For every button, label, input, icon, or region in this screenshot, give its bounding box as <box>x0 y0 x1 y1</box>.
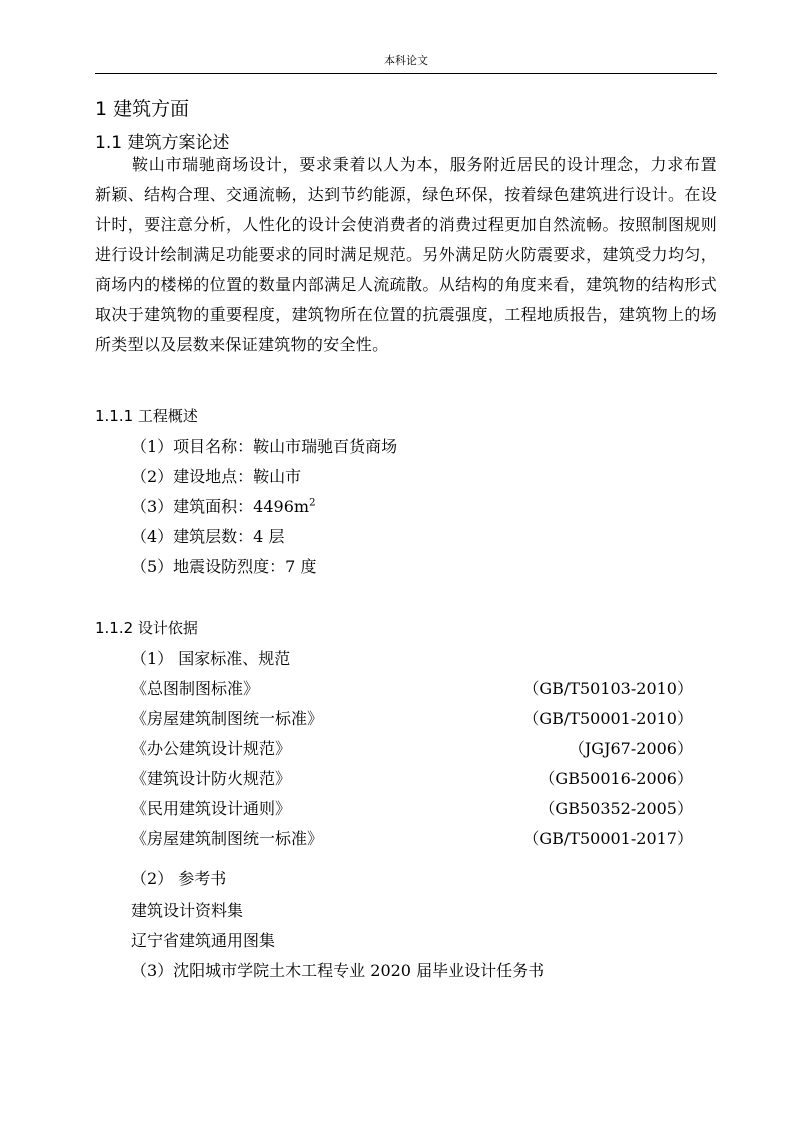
standard-code: （JGJ67-2006） <box>568 739 693 758</box>
standard-code: （GB50016-2006） <box>539 769 693 788</box>
overview-heading: 1.1.1 工程概述 <box>95 407 198 425</box>
standard-row <box>131 738 693 760</box>
standard-name: 《房屋建筑制图统一标准》 <box>131 709 324 728</box>
area-value: （3）建筑面积：4496m <box>131 497 310 516</box>
standard-row <box>131 678 693 700</box>
standard-code: （GB/T50103-2010） <box>523 679 693 698</box>
reference-item: 辽宁省建筑通用图集 <box>131 931 276 950</box>
standard-name: 《房屋建筑制图统一标准》 <box>131 829 324 848</box>
reference-item: 建筑设计资料集 <box>131 901 244 920</box>
standard-name: 《总图制图标准》 <box>131 679 260 698</box>
standard-row <box>131 798 693 820</box>
standard-row <box>131 828 693 850</box>
header-divider <box>95 73 717 74</box>
standard-name: 《建筑设计防火规范》 <box>131 769 292 788</box>
reference-books-label: （2） 参考书 <box>131 869 227 888</box>
overview-item-project-name: （1）项目名称：鞍山市瑞驰百货商场 <box>131 437 398 456</box>
standard-name: 《民用建筑设计通则》 <box>131 799 292 818</box>
task-book-item: （3）沈阳城市学院土木工程专业 2020 届毕业设计任务书 <box>131 961 545 980</box>
overview-item-location: （2）建设地点：鞍山市 <box>131 467 302 486</box>
standard-name: 《办公建筑设计规范》 <box>131 739 292 758</box>
standard-row <box>131 708 693 730</box>
standard-code: （GB/T50001-2010） <box>523 709 693 728</box>
section-heading: 1 建筑方面 <box>95 98 190 120</box>
body-paragraph: 鞍山市瑞驰商场设计，要求秉着以人为本，服务附近居民的设计理念，力求布置新颖、结构合理、交通流畅，达到节约能源，绿色环保，按着绿色建筑进行设计。在设计时，要注意分析，人性化的设计会使消费者的消费过程更加自然流畅。按照制图规则进行设计绘制满足功能要求的同时满足规范。另外满足防火防震要求，建筑受力均匀，商场内的楼梯的位置的数量内部满足人流疏散。从结构的角度来看，建筑物的结构形式取决于建筑物的重要程度，建筑物所在位置的抗震强度，工程地质报告，建筑物上的场所类型以及层数来保证建筑物的安全性。 <box>95 155 717 354</box>
standard-code: （GB/T50001-2017） <box>523 829 693 848</box>
area-unit-superscript: 2 <box>309 497 316 509</box>
subsection-heading: 1.1 建筑方案论述 <box>95 133 230 153</box>
national-standards-label: （1） 国家标准、规范 <box>131 649 291 668</box>
basis-heading: 1.1.2 设计依据 <box>95 619 198 637</box>
overview-item-area <box>131 496 315 518</box>
overview-item-floors: （4）建筑层数：4 层 <box>131 527 285 546</box>
overview-item-seismic: （5）地震设防烈度：7 度 <box>131 557 317 576</box>
running-header: 本科论文 <box>384 54 428 67</box>
standard-row <box>131 768 693 790</box>
standard-code: （GB50352-2005） <box>539 799 693 818</box>
